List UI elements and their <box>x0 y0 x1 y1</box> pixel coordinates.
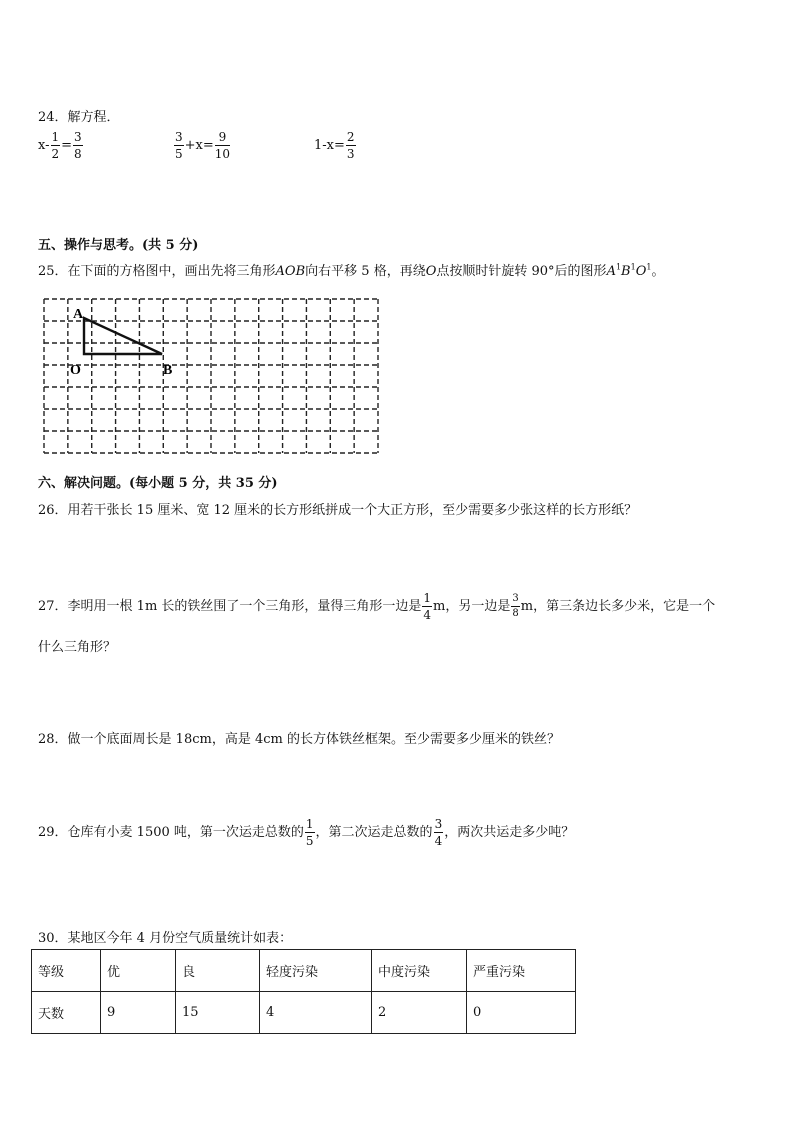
q29-fraction-1: $\frac{1}{5}$ <box>305 817 314 848</box>
table-cell: 优 <box>101 950 176 992</box>
table-cell: 天数 <box>32 992 101 1034</box>
table-cell: 轻度污染 <box>260 950 372 992</box>
table-cell: 0 <box>467 992 576 1034</box>
eq1-prefix: x- <box>38 138 50 153</box>
q28-text: 28．做一个底面周长是 18cm，高是 4cm 的长方体铁丝框架。至少需要多少厘米的铁丝？ <box>38 732 560 747</box>
table-cell: 等级 <box>32 950 101 992</box>
q30-title: 30．某地区今年 4 月份空气质量统计如表： <box>38 931 293 946</box>
table-header-row <box>32 950 576 992</box>
table-cell: 良 <box>176 950 260 992</box>
q27-fraction-1: $\frac{1}{4}$ <box>423 591 432 622</box>
table-cell: 4 <box>260 992 372 1034</box>
label-a: A <box>73 307 84 322</box>
equation-3 <box>314 131 357 160</box>
label-o: O <box>70 363 81 378</box>
triangle-aob <box>84 318 162 354</box>
eq2-middle: +x= <box>184 138 214 153</box>
eq1-fraction-2: $\frac{3}{8}$ <box>74 130 82 161</box>
table-cell: 9 <box>101 992 176 1034</box>
air-quality-table <box>31 949 576 1034</box>
eq3-prefix: 1-x= <box>314 138 345 153</box>
table-cell: 2 <box>372 992 467 1034</box>
eq1-equals: = <box>61 138 73 153</box>
equation-2 <box>173 131 231 160</box>
eq2-fraction-2: $\frac{9}{10}$ <box>214 130 231 161</box>
q27-line1: 27．李明用一根 1m 长的铁丝围了一个三角形，量得三角形一边是 $\frac{1}{4}$ m，另一边是 $\frac{3}{8}$ m，第三条边长多少米，它是一个 <box>38 591 716 622</box>
table-row <box>32 992 576 1034</box>
table-cell: 15 <box>176 992 260 1034</box>
section-5-heading: 五、操作与思考。(共 5 分) <box>38 238 199 253</box>
eq3-fraction: $\frac{2}{3}$ <box>346 130 355 161</box>
square-grid <box>38 294 384 458</box>
table-cell: 中度污染 <box>372 950 467 992</box>
q24-title: 24．解方程． <box>38 110 120 125</box>
q29-text: 29．仓库有小麦 1500 吨，第一次运走总数的 $\frac{1}{5}$ ，第二次运走总数的 $\frac{3}{4}$ ，两次共运走多少吨？ <box>38 817 575 848</box>
q27-line2: 什么三角形？ <box>38 640 117 655</box>
eq1-fraction-1: $\frac{1}{2}$ <box>51 130 60 161</box>
q25-text: 25．在下面的方格图中，画出先将三角形AOB向右平移 5 格，再绕O点按顺时针旋转 90°后的图形$A^1B^1O^1$。 <box>38 262 665 279</box>
eq2-fraction-1: $\frac{3}{5}$ <box>175 130 183 161</box>
label-b: B <box>163 363 173 378</box>
q29-fraction-2: $\frac{3}{4}$ <box>434 817 443 848</box>
q26-text: 26．用若干张长 15 厘米、宽 12 厘米的长方形纸拼成一个大正方形，至少需要多少张这样的长方形纸？ <box>38 503 638 518</box>
q27-fraction-2: $\frac{3}{8}$ <box>512 593 519 619</box>
section-6-heading: 六、解决问题。(每小题 5 分，共 35 分) <box>38 476 278 491</box>
equation-1 <box>38 131 84 160</box>
table-cell: 严重污染 <box>467 950 576 992</box>
